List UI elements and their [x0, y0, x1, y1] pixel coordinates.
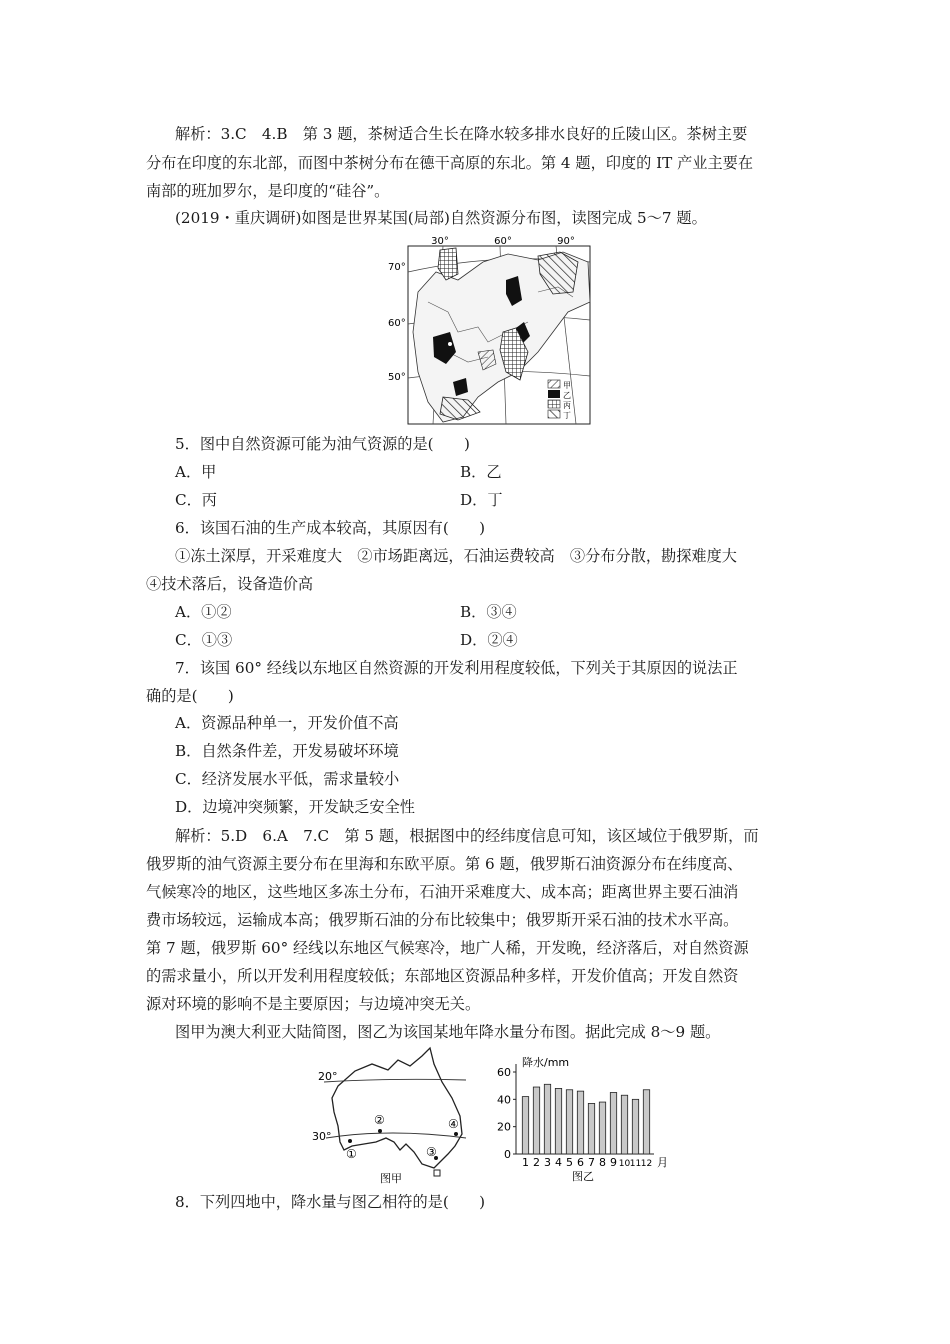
- x-tick-label: 1: [522, 1156, 529, 1169]
- analysis2-line-1: 解析：5.D 6.A 7.C 第 5 题，根据图中的经纬度信息可知，该区域位于俄罗斯，而: [175, 827, 759, 845]
- chart-ylabel: 降水/mm: [522, 1056, 570, 1069]
- y-tick-label: 0: [504, 1148, 511, 1161]
- bar-month-2: [533, 1087, 539, 1154]
- q5-option-a: A．甲: [175, 463, 217, 481]
- point-label-1: ①: [346, 1147, 357, 1161]
- bar-month-9: [610, 1093, 616, 1155]
- lat-label-70: 70°: [388, 262, 406, 273]
- q6-statements-2: ④技术落后，设备造价高: [146, 575, 314, 593]
- q6-stem: 6．该国石油的生产成本较高，其原因有( ): [175, 519, 486, 537]
- legend-label-ding: 丁: [563, 411, 571, 420]
- bar-month-11: [632, 1099, 638, 1154]
- point-label-2: ②: [374, 1113, 385, 1127]
- y-tick-label: 60: [497, 1066, 511, 1079]
- x-tick-label: 2: [533, 1156, 540, 1169]
- q7-stem-2: 确的是( ): [146, 687, 234, 705]
- point-label-3: ③: [426, 1145, 437, 1159]
- analysis2-line-6: 的需求量小，所以开发利用程度较低；东部地区资源品种多样，开发价值高；开发自然资: [146, 967, 739, 985]
- x-tick-label: 4: [555, 1156, 562, 1169]
- lat-label-50: 50°: [388, 372, 406, 383]
- legend-swatch-yi: [548, 390, 560, 398]
- lon-label-60: 60°: [494, 236, 512, 247]
- intro-8-9: 图甲为澳大利亚大陆简图，图乙为该国某地年降水量分布图。据此完成 8～9 题。: [175, 1023, 721, 1041]
- bar-month-5: [566, 1090, 572, 1154]
- legend-label-jia: 甲: [563, 381, 571, 390]
- x-tick-label: 7: [588, 1156, 595, 1169]
- x-tick-label: 3: [544, 1156, 551, 1169]
- x-tick-label: 6: [577, 1156, 584, 1169]
- q5-stem: 5．图中自然资源可能为油气资源的是( ): [175, 435, 470, 453]
- point-label-4: ④: [448, 1117, 459, 1131]
- x-tick-label: 11: [629, 1159, 642, 1169]
- x-tick-label: 5: [566, 1156, 573, 1169]
- q6-option-b: B．③④: [460, 603, 517, 621]
- legend-label-yi: 乙: [563, 391, 571, 400]
- x-tick-label: 8: [599, 1156, 606, 1169]
- q8-stem: 8．下列四地中，降水量与图乙相符的是( ): [175, 1193, 486, 1211]
- legend-label-bing: 丙: [563, 401, 571, 410]
- y-tick-label: 20: [497, 1120, 511, 1134]
- q5-option-b: B．乙: [460, 463, 502, 481]
- q7-stem-1: 7．该国 60° 经线以东地区自然资源的开发利用程度较低，下列关于其原因的说法正: [175, 659, 738, 677]
- lon-label-30: 30°: [431, 236, 449, 247]
- chart-caption: 图乙: [572, 1170, 594, 1183]
- analysis2-line-2: 俄罗斯的油气资源主要分布在里海和东欧平原。第 6 题，俄罗斯石油资源分布在纬度高、: [146, 855, 743, 873]
- bar-month-3: [544, 1084, 550, 1154]
- bar-month-6: [577, 1091, 583, 1154]
- q6-option-c: C．①③: [175, 631, 233, 649]
- bar-month-12: [643, 1090, 649, 1154]
- x-tick-label: 9: [610, 1156, 617, 1169]
- bar-month-4: [555, 1088, 561, 1154]
- q6-statements-1: ①冻土深厚，开采难度大 ②市场距离远，石油运费较高 ③分布分散，勘探难度大: [175, 547, 737, 565]
- analysis-line-1: 解析：3.C 4.B 第 3 题，茶树适合生长在降水较多排水良好的丘陵山区。茶树主要: [175, 125, 748, 143]
- legend-swatch-ding: [548, 410, 560, 418]
- q6-option-a: A．①②: [175, 603, 232, 621]
- q5-option-d: D．丁: [460, 491, 503, 509]
- q5-option-c: C．丙: [175, 491, 217, 509]
- chart-xlabel: 月: [657, 1156, 668, 1169]
- analysis2-line-3: 气候寒冷的地区，这些地区多冻土分布，石油开采难度大、成本高；距离世界主要石油消: [146, 883, 739, 901]
- analysis2-line-4: 费市场较远，运输成本高；俄罗斯石油的分布比较集中；俄罗斯开采石油的技术水平高。: [146, 911, 739, 929]
- q6-option-d: D．②④: [460, 631, 518, 649]
- analysis2-line-7: 源对环境的影响不是主要原因；与边境冲突无关。: [146, 995, 481, 1013]
- bar-month-8: [599, 1102, 605, 1154]
- q7-option-d: D．边境冲突频繁，开发缺乏安全性: [175, 798, 415, 816]
- australia-map: [310, 1046, 470, 1186]
- intro-5-7: (2019・重庆调研)如图是世界某国(局部)自然资源分布图，读图完成 5～7 题。: [175, 209, 707, 227]
- legend-swatch-jia: [548, 380, 560, 388]
- precipitation-chart: [494, 1054, 694, 1184]
- lat-label-60: 60°: [388, 318, 406, 329]
- legend-swatch-bing: [548, 400, 560, 408]
- lat-label-20: 20°: [318, 1070, 338, 1083]
- q7-option-a: A．资源品种单一，开发价值不高: [175, 714, 399, 732]
- lon-label-90: 90°: [557, 236, 575, 247]
- bar-month-10: [621, 1095, 627, 1154]
- russia-resource-map: [388, 232, 593, 428]
- x-tick-label: 12: [640, 1159, 653, 1169]
- map2-caption: 图甲: [380, 1172, 402, 1185]
- x-tick-label: 10: [618, 1159, 631, 1169]
- analysis-line-2: 分布在印度的东北部，而图中茶树分布在德干高原的东北。第 4 题，印度的 IT 产业主要在: [146, 154, 754, 172]
- q7-option-b: B．自然条件差，开发易破坏环境: [175, 742, 399, 760]
- bar-month-7: [588, 1103, 594, 1154]
- lat-label-30: 30°: [312, 1130, 332, 1143]
- analysis-line-3: 南部的班加罗尔，是印度的“硅谷”。: [146, 182, 390, 200]
- q7-option-c: C．经济发展水平低，需求量较小: [175, 770, 400, 788]
- analysis2-line-5: 第 7 题，俄罗斯 60° 经线以东地区气候寒冷，地广人稀，开发晚，经济落后，对自然资源: [146, 939, 749, 957]
- bar-month-1: [522, 1097, 528, 1154]
- y-tick-label: 40: [497, 1093, 511, 1107]
